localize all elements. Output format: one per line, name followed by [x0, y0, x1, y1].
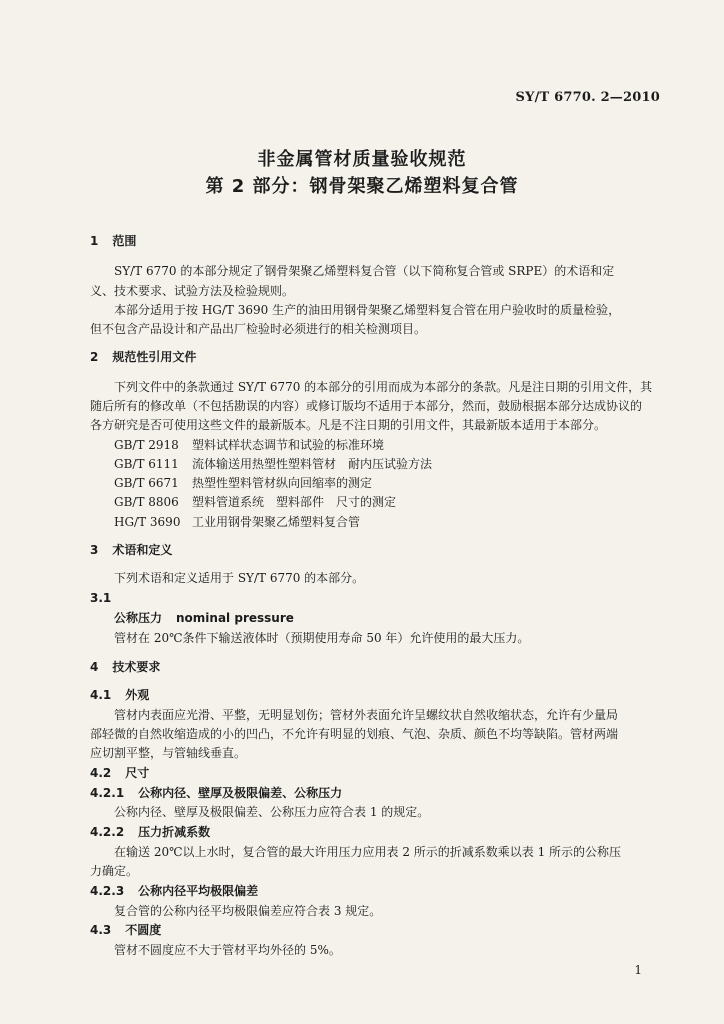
section-number: 2 — [90, 350, 99, 364]
paragraph-line: 管材内表面应光滑、平整，无明显划伤；管材外表面允许呈螺纹状自然收缩状态，允许有少量局 — [114, 708, 619, 722]
term-heading — [114, 611, 294, 625]
standard-number: SY/T 6770. 2—2010 — [515, 90, 660, 105]
document-title: 非金属管材质量验收规范 — [257, 149, 467, 170]
paragraph-line: 但不包含产品设计和产品出厂检验时必须进行的相关检测项目。 — [90, 322, 427, 336]
subsection-number: 4.2.3 — [90, 884, 125, 898]
reference-code: GB/T 8806 — [114, 495, 179, 509]
section-number: 1 — [90, 234, 99, 248]
reference-code: GB/T 6111 — [114, 457, 179, 471]
subsection-title: 公称内径平均极限偏差 — [138, 884, 259, 898]
section-title: 术语和定义 — [112, 543, 173, 557]
subsection-4-2-heading — [90, 766, 149, 780]
subsection-number: 4.2.2 — [90, 825, 125, 839]
reference-title: 热塑性塑料管材纵向回缩率的测定 — [192, 476, 373, 490]
paragraph-line: 部轻微的自然收缩造成的小的凹凸，不允许有明显的划痕、气泡、杂质、颜色不均等缺陷。管材两端 — [90, 727, 619, 741]
paragraph-line: 力确定。 — [90, 864, 139, 878]
paragraph-line: 本部分适用于按 HG/T 3690 生产的油田用钢骨架聚乙烯塑料复合管在用户验收时的质量检验， — [114, 303, 621, 317]
paragraph-line: 应切割平整，与管轴线垂直。 — [90, 746, 247, 760]
section-title: 规范性引用文件 — [112, 350, 197, 364]
subsection-number: 4.2 — [90, 766, 112, 780]
term-chinese: 公称压力 — [114, 611, 163, 625]
paragraph-line: 义、技术要求、试验方法及检验规则。 — [90, 284, 295, 298]
section-4-heading — [90, 660, 160, 674]
section-number: 4 — [90, 660, 99, 674]
subsection-number: 4.2.1 — [90, 786, 125, 800]
subsection-number: 3.1 — [90, 591, 112, 605]
subsection-number: 4.1 — [90, 688, 112, 702]
term-english: nominal pressure — [176, 611, 294, 625]
section-1-heading — [90, 234, 136, 248]
section-number: 3 — [90, 543, 99, 557]
subsection-title: 公称内径、壁厚及极限偏差、公称压力 — [138, 786, 343, 800]
subsection-4-2-3-heading — [90, 884, 258, 898]
subsection-title: 外观 — [125, 688, 150, 702]
reference-title: 流体输送用热塑性塑料管材 耐内压试验方法 — [192, 457, 433, 471]
paragraph-line: 随后所有的修改单（不包括勘误的内容）或修订版均不适用于本部分，然而，鼓励根据本部分达成协议的 — [90, 399, 643, 413]
section-3-heading — [90, 543, 172, 557]
term-definition: 管材在 20℃条件下输送液体时（预期使用寿命 50 年）允许使用的最大压力。 — [114, 631, 530, 645]
paragraph-line: 管材不圆度应不大于管材平均外径的 5%。 — [114, 943, 341, 957]
section-title: 技术要求 — [112, 660, 161, 674]
page-number: 1 — [634, 963, 642, 977]
paragraph-line: 下列文件中的条款通过 SY/T 6770 的本部分的引用而成为本部分的条款。凡是注日期的引用文件，其 — [114, 380, 653, 394]
paragraph-line: SY/T 6770 的本部分规定了钢骨架聚乙烯塑料复合管（以下简称复合管或 SRPE）的术语和定 — [114, 264, 615, 278]
paragraph-line: 复合管的公称内径平均极限偏差应符合表 3 规定。 — [114, 904, 382, 918]
section-title: 范围 — [112, 234, 137, 248]
paragraph-line: 在输送 20℃以上水时，复合管的最大许用压力应用表 2 所示的折减系数乘以表 1 所示的公称压 — [114, 845, 622, 859]
paragraph-line: 下列术语和定义适用于 SY/T 6770 的本部分。 — [114, 571, 365, 585]
reference-item — [114, 476, 372, 490]
subsection-title: 尺寸 — [125, 766, 150, 780]
reference-code: GB/T 6671 — [114, 476, 179, 490]
subsection-title: 压力折减系数 — [138, 825, 211, 839]
reference-title: 塑料管道系统 塑料部件 尺寸的测定 — [192, 495, 397, 509]
subsection-title: 不圆度 — [125, 923, 162, 937]
reference-item — [114, 495, 396, 509]
subsection-4-3-heading — [90, 923, 161, 937]
document-subtitle: 第 2 部分：钢骨架聚乙烯塑料复合管 — [205, 176, 519, 197]
subsection-4-2-2-heading — [90, 825, 210, 839]
reference-title: 工业用钢骨架聚乙烯塑料复合管 — [192, 515, 361, 529]
reference-item — [114, 515, 360, 529]
section-2-heading — [90, 350, 196, 364]
reference-code: HG/T 3690 — [114, 515, 181, 529]
paragraph-line: 各方研究是否可使用这些文件的最新版本。凡是不注日期的引用文件，其最新版本适用于本部分。 — [90, 418, 607, 432]
reference-item — [114, 457, 432, 471]
reference-title: 塑料试样状态调节和试验的标准环境 — [192, 438, 385, 452]
reference-item — [114, 438, 384, 452]
reference-code: GB/T 2918 — [114, 438, 179, 452]
subsection-4-2-1-heading — [90, 786, 342, 800]
paragraph-line: 公称内径、壁厚及极限偏差、公称压力应符合表 1 的规定。 — [114, 805, 430, 819]
subsection-4-1-heading — [90, 688, 149, 702]
subsection-number: 4.3 — [90, 923, 112, 937]
